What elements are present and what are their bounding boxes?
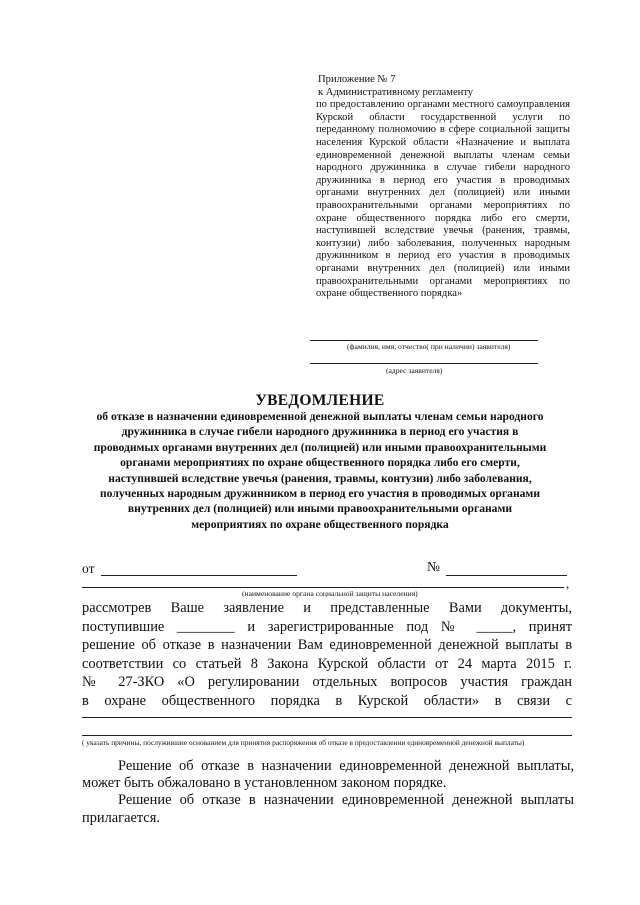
reason-caption: ( указать причины, послужившие основанием для принятия распоряжения об отказе в предоставлении единовременной денежной выплаты)	[82, 738, 525, 747]
appendix-to: к Административному регламенту	[318, 86, 474, 98]
appendix-title: Приложение № 7	[318, 74, 396, 85]
main-line: поступившие ________ и зарегистрированные под № _____, принят	[82, 618, 572, 635]
applicant-address-caption: (адрес заявителя)	[386, 366, 443, 375]
organ-comma: ,	[566, 576, 570, 591]
main-line: рассмотрев Ваше заявление и представленные Вами документы,	[82, 600, 572, 616]
main-line: решение об отказе в назначении Вам единовременной денежной выплаты в	[82, 637, 572, 654]
appendix-block	[318, 74, 570, 301]
from-number-row	[82, 561, 567, 577]
appendix-body: по предоставлению органами местного самоуправления Курской области государственной услуги по переданному полномочию в сфере социальной защиты населения Курской области «Назначение и выплата единовременной денежной выплаты членам семьи народного дружинника в случае гибели народного дружинника в период его участия в проводимых органами внутренних дел (полицией) или иными правоохранительными органами мероприятиях по охране общественного порядка либо его смерти, наступившей вследствие увечья (ранения, травмы, контузии) либо заболевания, полученных народным дружинником в период его участия в проводимых органами внутренних дел (полицией) или иными правоохранительными органами мероприятиях по охране общественного порядка»	[316, 99, 570, 300]
applicant-name-caption: (фамилия, имя, отчество( при наличии) заявителя)	[347, 342, 511, 351]
notice-title: УВЕДОМЛЕНИЕ	[255, 392, 385, 409]
main-line: в охране общественного порядка в Курской области» в связи с	[82, 692, 572, 709]
attachment-paragraph: Решение об отказе в назначении единовременной денежной выплаты прилагается.	[82, 792, 574, 826]
applicant-address-line	[310, 363, 538, 364]
organ-caption: (наименование органа социальной защиты населения)	[242, 589, 418, 598]
closing-block	[82, 758, 574, 827]
reason-line-2	[82, 735, 572, 736]
number-label: №	[427, 559, 440, 574]
from-date-field	[101, 575, 297, 576]
reason-line-1	[82, 717, 572, 718]
main-paragraph	[82, 599, 572, 711]
applicant-name-line	[310, 340, 538, 341]
appeal-paragraph: Решение об отказе в назначении единовременной денежной выплаты, может быть обжаловано в установленном законом порядке.	[82, 758, 574, 792]
from-label: от	[82, 561, 95, 576]
organ-name-line	[82, 587, 564, 588]
main-line: соответствии со статьей 8 Закона Курской области от 24 марта 2015 г.	[82, 655, 572, 672]
number-field	[446, 575, 567, 576]
main-line: № 27-ЗКО «О регулировании отдельных вопросов участия граждан	[82, 674, 572, 691]
notice-subtitle: об отказе в назначении единовременной денежной выплаты членам семьи народного дружинника в случае гибели народного дружинника в период его участия в проводимых органами внутренних дел (полицией) или иными правоохранительными органами мероприятиях по охране общественного порядка либо его смерти, наступившей вследствие увечья (ранения, травмы, контузии) либо заболевания, полученных народным дружинником в период его участия в проводимых органами внутренних дел (полицией) или иными правоохранительными органами мероприятиях по охране общественного порядка	[93, 410, 547, 531]
